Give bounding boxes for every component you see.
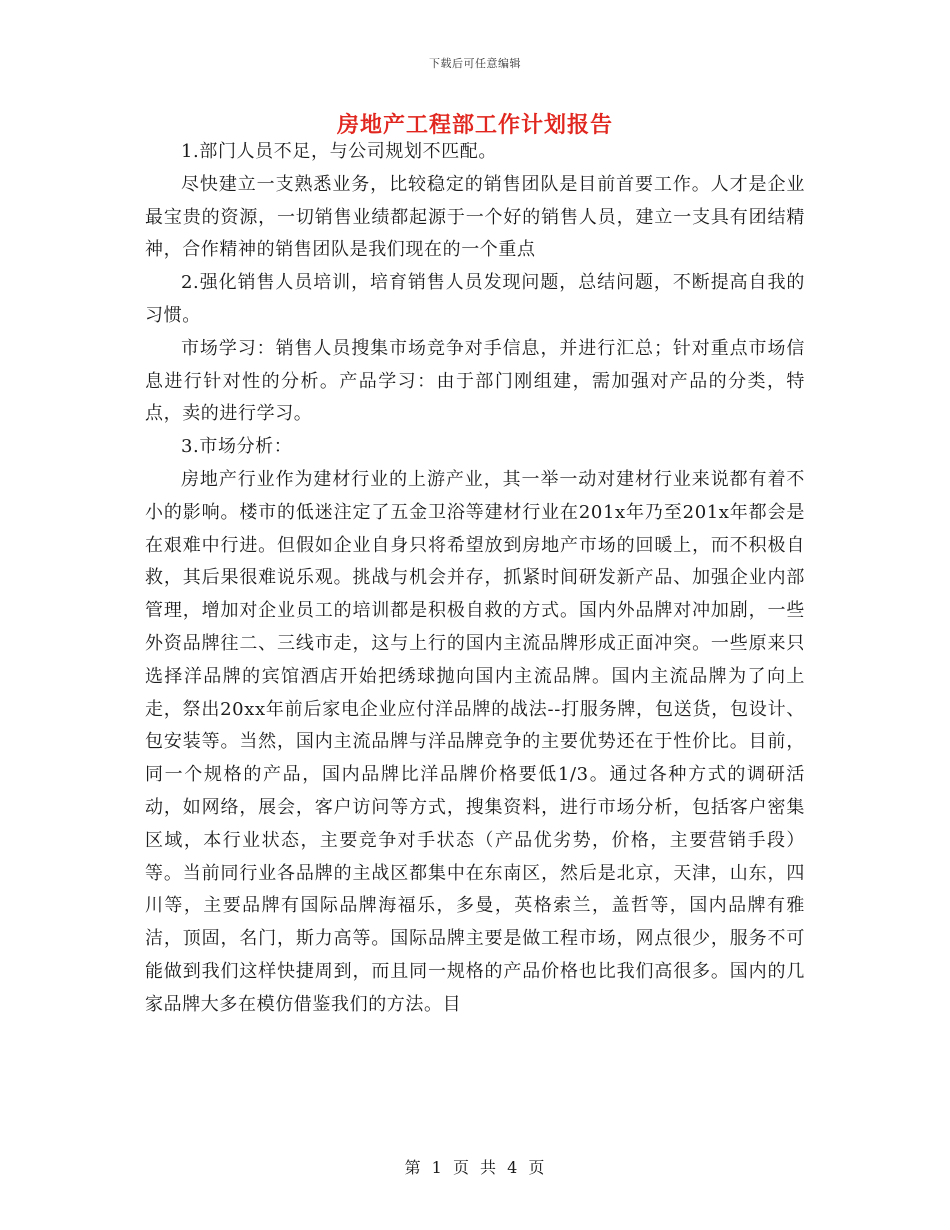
paragraph-5: 3.市场分析： (181, 436, 293, 458)
paragraph-4: 市场学习：销售人员搜集市场竞争对手信息，并进行汇总；针对重点市场信息进行针对性的分析。产品学习：由于部门刚组建，需加强对产品的分类，特点，卖的进行学习。 (145, 337, 805, 425)
paragraph-3: 2.强化销售人员培训，培育销售人员发现问题，总结问题，不断提高自我的习惯。 (145, 272, 805, 326)
document-body (145, 136, 805, 1022)
document-title: 房地产工程部工作计划报告 (336, 112, 613, 138)
page-footer: 第 1 页 共 4 页 (404, 1158, 546, 1177)
paragraph-1: 1.部门人员不足，与公司规划不匹配。 (181, 141, 497, 162)
header-note: 下载后可任意编辑 (429, 57, 521, 70)
paragraph-6: 房地产行业作为建材行业的上游产业，其一举一动对建材行业来说都有着不小的影响。楼市的低迷注定了五金卫浴等建材行业在201x年乃至201x年都会是在艰难中行进。但假如企业自身只将希望放到房地产市场的回暖上，而不积极自救，其后果很难说乐观。挑战与机会并存，抓紧时间研发新产品、加强企业内部管理，增加对企业员工的培训都是积极自救的方式。国内外品牌对冲加剧，一些外资品牌往二、三线市走，这与上行的国内主流品牌形成正面冲突。一些原来只选择洋品牌的宾馆酒店开始把绣球抛向国内主流品牌。国内主流品牌为了向上走，祭出20xx年前后家电企业应付洋品牌的战法--打服务牌，包送货，包设计、包安装等。当然，国内主流品牌与洋品牌竞争的主要优势还在于性价比。目前，同一个规格的产品，国内品牌比洋品牌价格要低1/3。通过各种方式的调研活动，如网络，展会，客户访问等方式，搜集资料，进行市场分析，包括客户密集区域，本行业状态，主要竞争对手状态（产品优劣势，价格，主要营销手段）等。当前同行业各品牌的主战区都集中在东南区，然后是北京，天津，山东，四川等，主要品牌有国际品牌海福乐，多曼，英格索兰，盖哲等，国内品牌有雅洁，顶固，名门，斯力高等。国际品牌主要是做工程市场，网点很少，服务不可能做到我们这样快捷周到，而且同一规格的产品价格也比我们高很多。国内的几家品牌大多在模仿借鉴我们的方法。目 (145, 468, 805, 1015)
paragraph-2: 尽快建立一支熟悉业务，比较稳定的销售团队是目前首要工作。人才是企业最宝贵的资源，一切销售业绩都起源于一个好的销售人员，建立一支具有团结精神，合作精神的销售团队是我们现在的一个重点 (145, 173, 805, 261)
